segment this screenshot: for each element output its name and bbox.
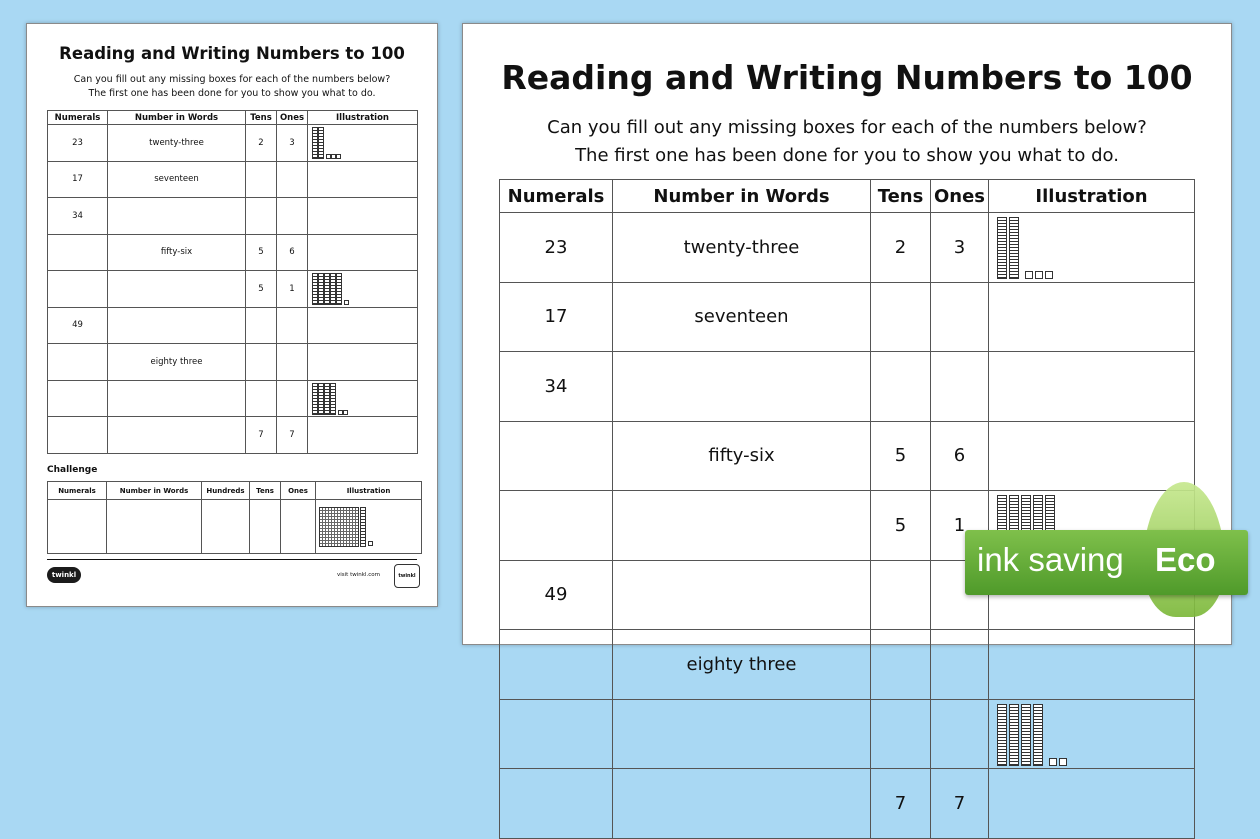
- challenge-tens-cell[interactable]: [250, 500, 281, 554]
- challenge-header-illustration: Illustration: [316, 482, 422, 500]
- thumbnail-tens-cell: 2: [246, 125, 277, 162]
- ten-rod: [997, 704, 1007, 766]
- table-row: [500, 699, 1195, 769]
- thumbnail-tens-cell[interactable]: [246, 198, 277, 235]
- challenge-header-hundreds: Hundreds: [202, 482, 250, 500]
- table-tens-cell: 5: [871, 421, 931, 491]
- thumbnail-numerals-cell[interactable]: [48, 234, 108, 271]
- challenge-ones-cell[interactable]: [281, 500, 316, 554]
- thumbnail-illustration-cell: [308, 125, 418, 162]
- table-tens-cell[interactable]: [871, 352, 931, 422]
- challenge-header-numerals: Numerals: [48, 482, 107, 500]
- thumbnail-illustration-cell[interactable]: [308, 307, 418, 344]
- thumbnail-ones-cell: 7: [277, 417, 308, 454]
- thumbnail-words-cell: twenty-three: [108, 125, 246, 162]
- one-cube: [344, 300, 349, 305]
- table-numerals-cell: 23: [500, 213, 613, 283]
- one-cube: [368, 541, 373, 546]
- table-illustration-cell: [989, 699, 1195, 769]
- thumbnail-tens-cell: 5: [246, 234, 277, 271]
- thumbnail-ones-cell: 1: [277, 271, 308, 308]
- table-ones-cell: 1: [931, 491, 989, 561]
- table-ones-cell[interactable]: [931, 352, 989, 422]
- thumbnail-numbers-table: [47, 110, 418, 454]
- table-ones-cell: 6: [931, 421, 989, 491]
- footer-url: visit twinkl.com: [337, 572, 380, 578]
- table-words-cell: fifty-six: [613, 421, 871, 491]
- thumbnail-words-cell[interactable]: [108, 271, 246, 308]
- ten-rod: [1021, 704, 1031, 766]
- challenge-illustration-cell: [316, 500, 422, 554]
- challenge-row: [48, 500, 422, 554]
- footer-divider: [47, 559, 417, 560]
- table-ones-cell: 7: [931, 769, 989, 839]
- thumbnail-words-cell: eighty three: [108, 344, 246, 381]
- base-ten-illustration: [308, 125, 417, 161]
- thumbnail-title: Reading and Writing Numbers to 100: [59, 44, 405, 63]
- worksheet-instruction-2: The first one has been done for you to show you what to do.: [575, 145, 1119, 166]
- base-ten-illustration: [989, 213, 1194, 282]
- base-ten-illustration: [989, 700, 1194, 769]
- thumbnail-illustration-cell[interactable]: [308, 344, 418, 381]
- table-tens-cell: 7: [871, 769, 931, 839]
- thumbnail-row: [48, 271, 418, 308]
- thumbnail-row: [48, 417, 418, 454]
- table-header-illustration: Illustration: [989, 180, 1195, 213]
- thumbnail-header-number-in-words: Number in Words: [108, 111, 246, 125]
- thumbnail-tens-cell[interactable]: [246, 307, 277, 344]
- thumbnail-numerals-cell[interactable]: [48, 380, 108, 417]
- thumbnail-illustration-cell[interactable]: [308, 198, 418, 235]
- worksheet-title: Reading and Writing Numbers to 100: [501, 58, 1193, 97]
- table-row: [500, 213, 1195, 283]
- thumbnail-row: [48, 307, 418, 344]
- thumbnail-numerals-cell[interactable]: [48, 417, 108, 454]
- thumbnail-illustration-cell: [308, 271, 418, 308]
- table-numerals-cell[interactable]: [500, 769, 613, 839]
- table-tens-cell[interactable]: [871, 282, 931, 352]
- table-header-numerals: Numerals: [500, 180, 613, 213]
- ten-rod: [1033, 704, 1043, 766]
- thumbnail-numerals-cell[interactable]: [48, 344, 108, 381]
- one-cube: [1049, 758, 1057, 766]
- table-numerals-cell[interactable]: [500, 630, 613, 700]
- table-words-cell[interactable]: [613, 352, 871, 422]
- thumbnail-instruction-1: Can you fill out any missing boxes for each of the numbers below?: [73, 74, 391, 85]
- table-header-number-in-words: Number in Words: [613, 180, 871, 213]
- worksheet-thumbnail[interactable]: [26, 23, 438, 607]
- thumbnail-words-cell[interactable]: [108, 198, 246, 235]
- table-words-cell[interactable]: [613, 491, 871, 561]
- thumbnail-header-ones: Ones: [277, 111, 308, 125]
- table-numerals-cell[interactable]: [500, 491, 613, 561]
- thumbnail-numerals-cell[interactable]: [48, 271, 108, 308]
- table-words-cell[interactable]: [613, 699, 871, 769]
- table-illustration-cell[interactable]: [989, 630, 1195, 700]
- twinkl-badge: twinkl: [394, 564, 420, 588]
- thumbnail-tens-cell[interactable]: [246, 344, 277, 381]
- thumbnail-tens-cell: 5: [246, 271, 277, 308]
- one-cube: [336, 154, 341, 159]
- table-row: [500, 282, 1195, 352]
- table-words-cell: eighty three: [613, 630, 871, 700]
- table-illustration-cell[interactable]: [989, 282, 1195, 352]
- thumbnail-header-tens: Tens: [246, 111, 277, 125]
- table-ones-cell[interactable]: [931, 699, 989, 769]
- table-row: [500, 630, 1195, 700]
- thumbnail-header-illustration: Illustration: [308, 111, 418, 125]
- table-numerals-cell: 34: [500, 352, 613, 422]
- worksheet-instruction-1: Can you fill out any missing boxes for each of the numbers below?: [547, 117, 1147, 138]
- challenge-hundreds-cell[interactable]: [202, 500, 250, 554]
- numbers-table: [499, 179, 1195, 839]
- table-row: [500, 352, 1195, 422]
- challenge-words-cell[interactable]: [107, 500, 202, 554]
- thumbnail-words-cell[interactable]: [108, 307, 246, 344]
- one-cube: [343, 410, 348, 415]
- thumbnail-numerals-cell: 34: [48, 198, 108, 235]
- ten-rod: [336, 273, 342, 305]
- ten-rod: [318, 127, 324, 159]
- thumbnail-tens-cell: 7: [246, 417, 277, 454]
- thumbnail-words-cell: fifty-six: [108, 234, 246, 271]
- ten-rod: [360, 507, 366, 547]
- thumbnail-numerals-cell: 23: [48, 125, 108, 162]
- one-cube: [1035, 271, 1043, 279]
- challenge-table: [47, 481, 422, 554]
- base-ten-illustration: [308, 271, 417, 307]
- thumbnail-words-cell: seventeen: [108, 161, 246, 198]
- table-tens-cell: 2: [871, 213, 931, 283]
- table-words-cell: seventeen: [613, 282, 871, 352]
- thumbnail-numerals-cell: 17: [48, 161, 108, 198]
- thumbnail-tens-cell[interactable]: [246, 380, 277, 417]
- table-words-cell[interactable]: [613, 769, 871, 839]
- table-ones-cell: 3: [931, 213, 989, 283]
- thumbnail-header-numerals: Numerals: [48, 111, 108, 125]
- thumbnail-row: [48, 125, 418, 162]
- thumbnail-row: [48, 161, 418, 198]
- thumbnail-illustration-cell[interactable]: [308, 161, 418, 198]
- table-header-tens: Tens: [871, 180, 931, 213]
- challenge-title: Challenge: [47, 465, 98, 475]
- thumbnail-instruction-2: The first one has been done for you to show you what to do.: [88, 88, 376, 99]
- table-ones-cell[interactable]: [931, 282, 989, 352]
- one-cube: [1045, 271, 1053, 279]
- thumbnail-row: [48, 344, 418, 381]
- base-ten-illustration: [316, 500, 421, 553]
- challenge-header-number-in-words: Number in Words: [107, 482, 202, 500]
- table-illustration-cell: [989, 213, 1195, 283]
- table-tens-cell: 5: [871, 491, 931, 561]
- table-tens-cell[interactable]: [871, 560, 931, 630]
- thumbnail-words-cell[interactable]: [108, 380, 246, 417]
- challenge-header-ones: Ones: [281, 482, 316, 500]
- table-tens-cell[interactable]: [871, 699, 931, 769]
- thumbnail-ones-cell: 3: [277, 125, 308, 162]
- thumbnail-ones-cell: 6: [277, 234, 308, 271]
- thumbnail-illustration-cell: [308, 380, 418, 417]
- table-header-ones: Ones: [931, 180, 989, 213]
- table-illustration-cell[interactable]: [989, 769, 1195, 839]
- table-row: [500, 421, 1195, 491]
- challenge-numerals-cell[interactable]: [48, 500, 107, 554]
- table-row: [500, 769, 1195, 839]
- table-numerals-cell[interactable]: [500, 699, 613, 769]
- thumbnail-ones-cell[interactable]: [277, 198, 308, 235]
- challenge-header-tens: Tens: [250, 482, 281, 500]
- thumbnail-ones-cell[interactable]: [277, 380, 308, 417]
- table-tens-cell[interactable]: [871, 630, 931, 700]
- thumbnail-illustration-cell[interactable]: [308, 234, 418, 271]
- thumbnail-row: [48, 198, 418, 235]
- one-cube: [1025, 271, 1033, 279]
- thumbnail-row: [48, 234, 418, 271]
- thumbnail-row: [48, 380, 418, 417]
- table-numerals-cell: 49: [500, 560, 613, 630]
- table-illustration-cell[interactable]: [989, 352, 1195, 422]
- twinkl-logo: twinkl: [47, 567, 81, 583]
- ten-rod: [997, 217, 1007, 279]
- thumbnail-numerals-cell: 49: [48, 307, 108, 344]
- base-ten-illustration: [308, 381, 417, 417]
- thumbnail-words-cell[interactable]: [108, 417, 246, 454]
- eco-label: Eco: [1155, 541, 1216, 578]
- ten-rod: [1009, 217, 1019, 279]
- ten-rod: [1009, 704, 1019, 766]
- one-cube: [1059, 758, 1067, 766]
- table-words-cell[interactable]: [613, 560, 871, 630]
- thumbnail-ones-cell[interactable]: [277, 344, 308, 381]
- hundred-square: [319, 507, 359, 547]
- table-numerals-cell[interactable]: [500, 421, 613, 491]
- thumbnail-ones-cell[interactable]: [277, 161, 308, 198]
- ink-saving-text: ink saving: [977, 541, 1124, 578]
- thumbnail-ones-cell[interactable]: [277, 307, 308, 344]
- table-illustration-cell[interactable]: [989, 421, 1195, 491]
- table-ones-cell[interactable]: [931, 630, 989, 700]
- ten-rod: [330, 383, 336, 415]
- table-words-cell: twenty-three: [613, 213, 871, 283]
- table-numerals-cell: 17: [500, 282, 613, 352]
- thumbnail-tens-cell[interactable]: [246, 161, 277, 198]
- thumbnail-illustration-cell[interactable]: [308, 417, 418, 454]
